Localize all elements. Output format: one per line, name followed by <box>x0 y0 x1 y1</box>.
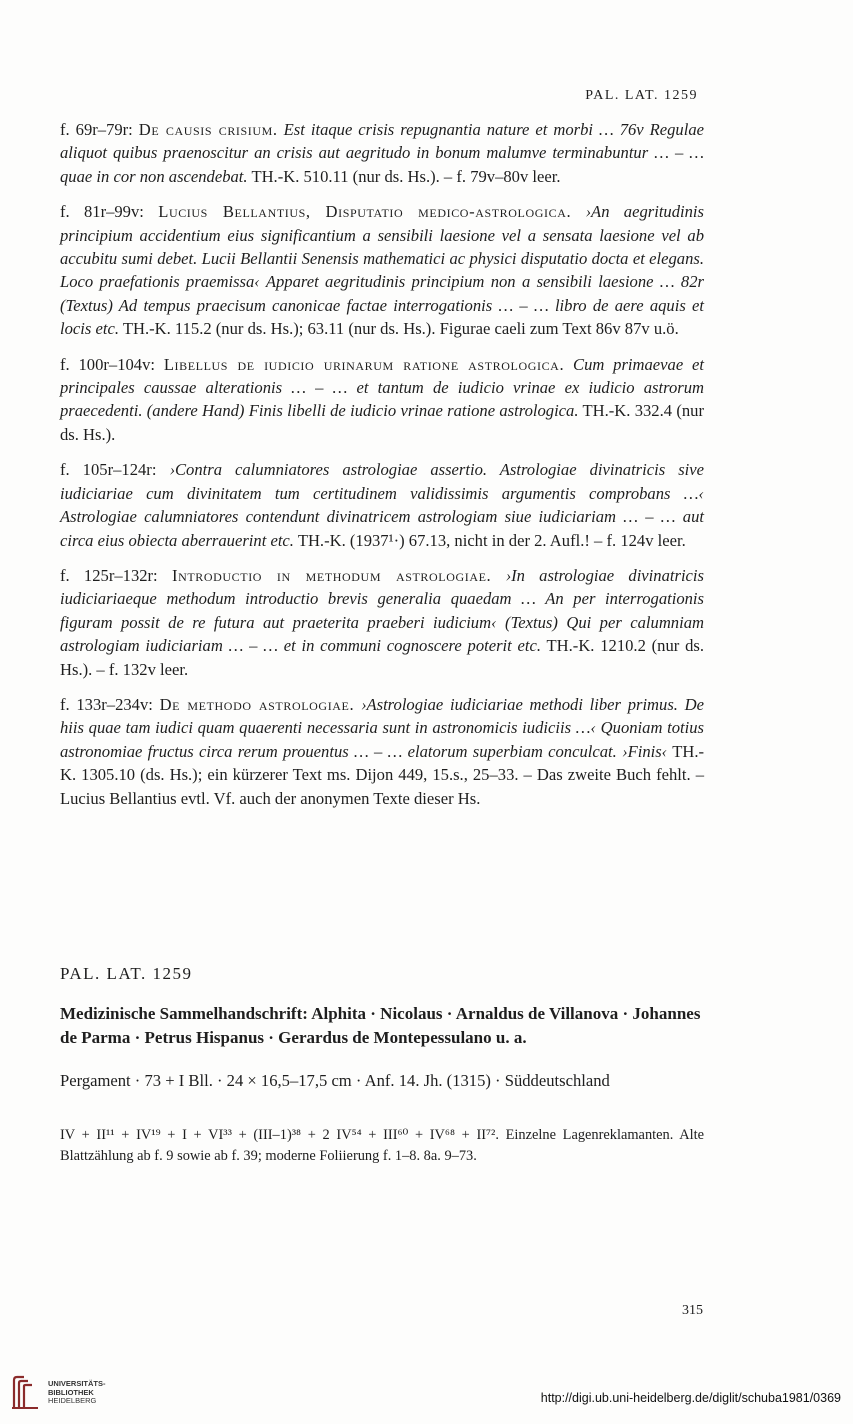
folio-range: f. 125r–132r: <box>60 565 158 585</box>
entry-reference: TH.-K. 1210.2 (nur ds. Hs.). – f. 132v leer. <box>60 636 704 679</box>
catalog-entry <box>60 118 704 188</box>
manuscript-collation: IV + II¹¹ + IV¹⁹ + I + VI³³ + (III–1)³⁸ + 2 IV⁵⁴ + III⁶⁰ + IV⁶⁸ + II⁷². Einzelne Lagenreklamanten. Alte Blattzählung ab f. 9 sowie ab f. 39; moderne Foliierung f. 1–8. 8a. 9–73. <box>60 1127 704 1164</box>
manuscript-heading: PAL. LAT. 1259 <box>60 964 193 983</box>
entry-reference: TH.-K. 115.2 (nur ds. Hs.); 63.11 (nur ds. Hs.). Figurae caeli zum Text 86v 87v u.ö. <box>122 319 679 339</box>
entry-title: De causis crisium. <box>138 120 278 139</box>
catalog-entry <box>60 353 704 447</box>
catalog-entry <box>60 693 704 810</box>
catalog-entry <box>60 458 704 552</box>
manuscript-description: Pergament · 73 + I Bll. · 24 × 16,5–17,5 cm · Anf. 14. Jh. (1315) · Süddeutschland <box>60 1071 610 1090</box>
catalog-entry <box>60 200 704 340</box>
running-title: PAL. LAT. 1259 <box>585 88 698 103</box>
library-logo-icon <box>10 1374 42 1410</box>
entry-title: Libellus de iudicio urinarum ratione astrologica. <box>163 354 565 374</box>
entry-reference: TH.-K. 1305.10 (ds. Hs.); ein kürzerer Text ms. Dijon 449, 15.s., 25–33. – Das zweite Buch fehlt. – Lucius Bellantius evtl. Vf. auch der anonymen Texte dieser Hs. <box>60 741 704 808</box>
logo-line: UNIVERSITÄTS- <box>48 1379 106 1388</box>
library-logo-text <box>48 1380 106 1406</box>
page-number: 315 <box>682 1303 703 1318</box>
entry-incipit: Est itaque crisis repugnantia nature et morbi … 76v Regulae aliquot quibus praenoscitur an crisis aut aegritudo in bonum malumve terminabuntur … – … quae in cor non ascendebat. <box>60 120 704 186</box>
entry-incipit: ›Astrologiae iudiciariae methodi liber primus. De hiis quae tam iudici quam quaerenti necessaria sunt in astronomicis iudiciis …‹ Quoniam totius astronomiae fructus circa rerum prouentus … – … elatorum superbiam conculcat. ›Finis‹ <box>60 694 704 761</box>
manuscript-title: Medizinische Sammelhandschrift: Alphita · Nicolaus · Arnaldus de Villanova · Johannes de Parma · Petrus Hispanus · Gerardus de Montepessulano u. a. <box>60 1004 701 1047</box>
catalog-entry <box>60 564 704 681</box>
catalog-entries <box>60 118 704 822</box>
library-logo <box>10 1374 130 1414</box>
entry-incipit: ›An aegritudinis principium accidentium eius significantium a sensibili laesione vel a sensata laesione vel ab accubitu sumi debet. Lucii Bellantii Senensis mathematici ac physici disputatio docta et elegans. Loco praefationis praemissa‹ Apparet aegritudinis principium non a sensibili laesione … 82r (Textus) Ad tempus praecisum canonicae factae interrogationis … – … libro de aere aquis et locis etc. <box>60 202 704 339</box>
folio-range: f. 81r–99v: <box>60 202 144 222</box>
entry-incipit: Cum primaevae et principales caussae alterationis … – … et tantum de iudicio vrinae ex iudicio astrorum praecedenti. (andere Hand) Finis libelli de iudicio vrinae ratione astrologica. <box>60 354 704 421</box>
entry-reference: TH.-K. 332.4 (nur ds. Hs.). <box>60 401 704 444</box>
entry-title: Lucius Bellantius, Disputatio medico-astrologica. <box>158 202 572 222</box>
folio-range: f. 100r–104v: <box>60 354 155 374</box>
source-url-link[interactable]: http://digi.ub.uni-heidelberg.de/diglit/schuba1981/0369 <box>540 1391 841 1405</box>
entry-reference: TH.-K. 510.11 (nur ds. Hs.). – f. 79v–80v leer. <box>251 166 561 186</box>
folio-range: f. 133r–234v: <box>60 694 153 714</box>
logo-line: HEIDELBERG <box>48 1396 97 1405</box>
entry-title: De methodo astrologiae. <box>159 694 355 714</box>
entry-incipit: ›In astrologiae divinatricis iudiciariaeque methodum introductio brevis generalia quaedam … An per interrogationis figuram possit de re futura aut praeterita praeberi iudicium‹ (Textus) Qui per calumniam astrologiam iudiciariam … – … et in communi cognoscere poterit etc. <box>60 565 704 656</box>
logo-line: BIBLIOTHEK <box>48 1387 94 1397</box>
entry-reference: TH.-K. (1937¹·) 67.13, nicht in der 2. Aufl.! – f. 124v leer. <box>297 530 686 550</box>
entry-incipit: ›Contra calumniatores astrologiae assertio. Astrologiae divinatricis sive iudiciariae cum divinitatem tum certitudinem validissimis argumentis comprobans …‹ Astrologiae calumniatores contendunt divinatricem astrologiam siue iudiciariam … – … aut circa eius obiecta aberrauerint etc. <box>60 460 704 550</box>
folio-range: f. 69r–79r: <box>60 120 133 139</box>
entry-title: Introductio in methodum astrologiae. <box>171 565 492 585</box>
folio-range: f. 105r–124r: <box>60 460 157 480</box>
